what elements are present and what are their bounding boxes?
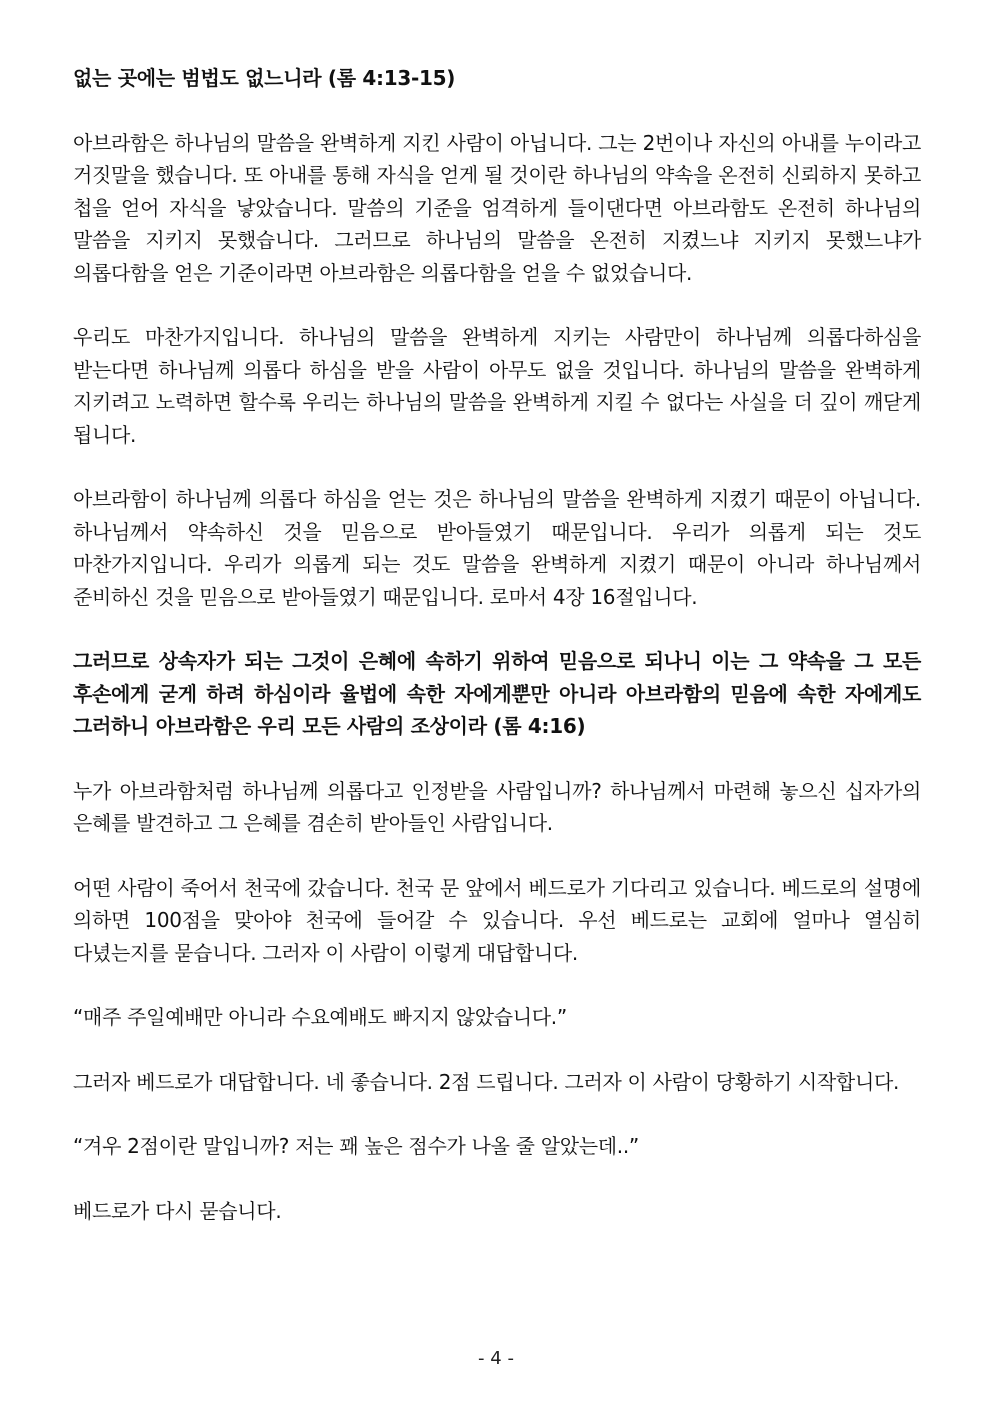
scripture-quote-romans-4-16: 그러므로 상속자가 되는 그것이 은혜에 속하기 위하여 믿음으로 되나니 이는 그 약속을 그 모든 후손에게 굳게 하려 하심이라 율법에 속한 자에게뿐만 아니라 아브라함의 믿음에 속한 자에게도 그러하니 아브라함은 우리 모든 사람의 조상이라 (롬 4:16) <box>73 649 921 738</box>
page-number: - 4 - <box>478 1348 514 1369</box>
body-paragraph-us-too: 우리도 마찬가지입니다. 하나님의 말씀을 완벽하게 지키는 사람만이 하나님께 의롭다하심을 받는다면 하나님께 의롭다 하심을 받을 사람이 아무도 없을 것입니다. 하나님의 말씀을 완벽하게 지키려고 노력하면 할수록 우리는 하나님의 말씀을 완벽하게 지킬 수 없다는 사실을 더 깊이 깨닫게 됩니다. <box>73 325 921 447</box>
body-paragraph-abraham: 아브라함은 하나님의 말씀을 완벽하게 지킨 사람이 아닙니다. 그는 2번이나 자신의 아내를 누이라고 거짓말을 했습니다. 또 아내를 통해 자식을 얻게 될 것이란 하나님의 약속을 온전히 신뢰하지 못하고 첩을 얻어 자식을 낳았습니다. 말씀의 기준을 엄격하게 들이댄다면 아브라함도 온전히 하나님의 말씀을 지키지 못했습니다. 그러므로 하나님의 말씀을 온전히 지켰느냐 지키지 못했느냐가 의롭다함을 얻은 기준이라면 아브라함은 의롭다함을 얻을 수 없었습니다. <box>73 130 921 285</box>
scripture-quote-ending: 없는 곳에는 범법도 없느니라 (롬 4:13-15) <box>73 66 456 90</box>
document-page <box>73 62 921 1259</box>
body-paragraph-story: 어떤 사람이 죽어서 천국에 갔습니다. 천국 문 앞에서 베드로가 기다리고 있습니다. 베드로의 설명에 의하면 100점을 맞아야 천국에 들어갈 수 있습니다. 우선 베드로는 교회에 얼마나 열심히 다녔는지를 묻습니다. 그러자 이 사람이 이렇게 대답합니다. <box>73 875 921 965</box>
dialogue-quote-surprise: “겨우 2점이란 말입니까? 저는 꽤 높은 점수가 나올 줄 알았는데..” <box>73 1134 639 1158</box>
body-paragraph-asks-again: 베드로가 다시 묻습니다. <box>73 1198 282 1223</box>
dialogue-quote-worship: “매주 주일예배만 아니라 수요예배도 빠지지 않았습니다.” <box>73 1005 567 1029</box>
body-paragraph-two-points: 그러자 베드로가 대답합니다. 네 좋습니다. 2점 드립니다. 그러자 이 사람이 당황하기 시작합니다. <box>73 1069 900 1094</box>
body-paragraph-who: 누가 아브라함처럼 하나님께 의롭다고 인정받을 사람입니까? 하나님께서 마련해 놓으신 십자가의 은혜를 발견하고 그 은혜를 겸손히 받아들인 사람입니다. <box>73 778 921 835</box>
body-paragraph-faith: 아브라함이 하나님께 의롭다 하심을 얻는 것은 하나님의 말씀을 완벽하게 지켰기 때문이 아닙니다. 하나님께서 약속하신 것을 믿음으로 받아들였기 때문입니다. 우리가 의롭게 되는 것도 마찬가지입니다. 우리가 의롭게 되는 것도 말씀을 완벽하게 지켰기 때문이 아니라 하나님께서 준비하신 것을 믿음으로 받아들였기 때문입니다. 로마서 4장 16절입니다. <box>73 487 921 609</box>
